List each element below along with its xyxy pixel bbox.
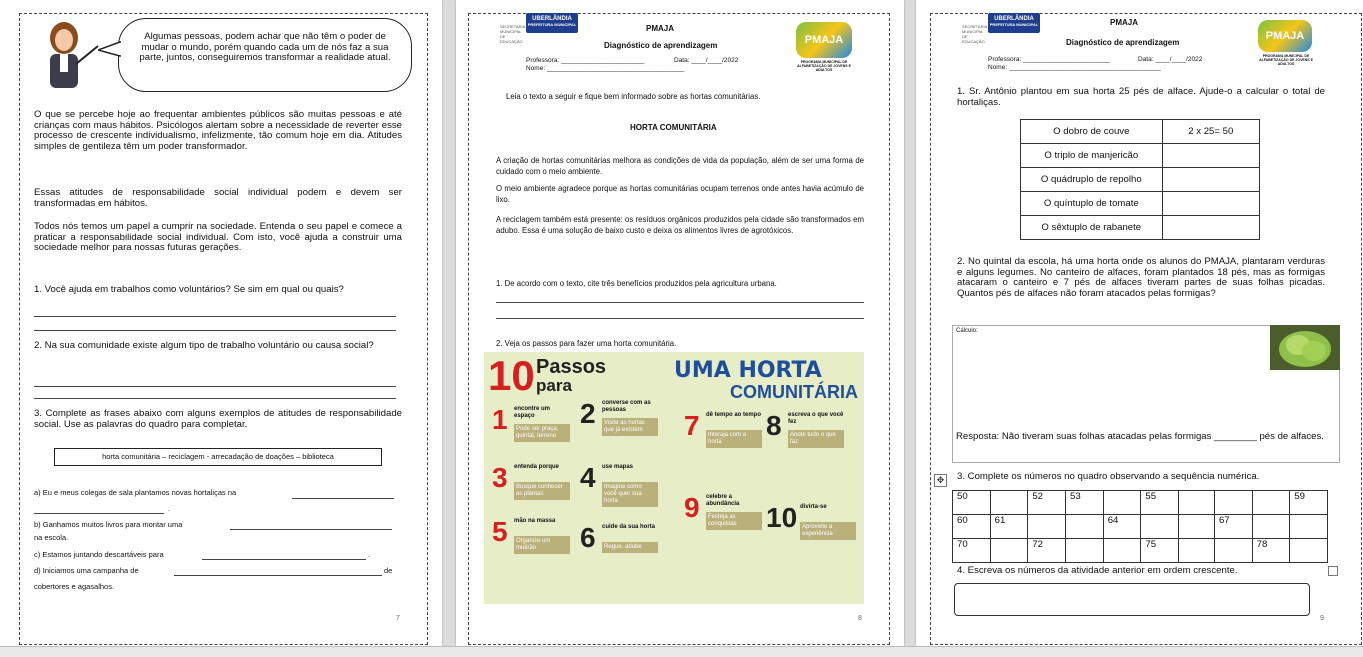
intro-text: Leia o texto a seguir e fique bem informado sobre as hortas comunitárias.	[506, 92, 761, 101]
teacher-field: Professora: ________________________	[988, 56, 1110, 63]
grid-cell: 59	[1290, 491, 1328, 515]
header-title: PMAJA	[1110, 18, 1139, 27]
page-9	[916, 0, 1363, 646]
poster-step	[492, 516, 578, 566]
question-1: 1. De acordo com o texto, cite três benefícios produzidos pela agricultura urbana.	[496, 279, 777, 288]
paragraph-3: Todos nós temos um papel a cumprir na sociedade. Entenda o seu papel e comece a praticar a responsabilidade social individual. Com isto, você ajuda a construir uma sociedade melhor para nossas futuras gerações.	[34, 221, 402, 253]
poster-step	[580, 398, 666, 448]
article-p2: O meio ambiente agradece porque as hortas comunitárias ocupam terrenos onde antes havia acúmulo de lixo.	[496, 184, 864, 204]
step-heading: cuide da sua horta	[602, 524, 656, 530]
grid-cell[interactable]	[1252, 515, 1290, 539]
table-row	[1021, 144, 1260, 168]
grid-cell[interactable]	[1103, 539, 1141, 563]
page-number: 7	[396, 615, 400, 622]
step-number: 9	[684, 492, 700, 523]
grid-cell[interactable]	[1214, 491, 1252, 515]
grid-cell[interactable]	[990, 539, 1028, 563]
step-number: 7	[684, 410, 700, 441]
header-subtitle: Diagnóstico de aprendizagem	[1066, 38, 1180, 47]
poster-step	[684, 410, 770, 460]
grid-cell: 52	[1028, 491, 1066, 515]
step-number: 2	[580, 398, 596, 429]
step-description: Festeja as conquistas	[706, 512, 762, 530]
status-bar	[0, 646, 1363, 657]
logo-text: UBERLÂNDIA	[532, 16, 572, 22]
teacher-label: Professora:	[988, 56, 1024, 63]
step-heading: entenda porque	[514, 464, 560, 470]
article-p3: A reciclagem também está presente: os resíduos orgânicos produzidos pela cidade são transformados em adubo. Essa é uma solução de baixo custo e deixa os alimentos livres de agrotóxicos.	[496, 215, 864, 235]
sentence-c-end: .	[368, 550, 371, 559]
poster-step	[766, 502, 852, 552]
sentence-a	[34, 488, 402, 497]
grid-cell: 61	[990, 515, 1028, 539]
step-description: Busque conhecer as plantas	[514, 482, 570, 500]
sentence-b: b) Ganhamos muitos livros para montar uma	[34, 520, 183, 529]
article-title: HORTA COMUNITÁRIA	[630, 123, 717, 132]
question-2: 2. Na sua comunidade existe algum tipo de trabalho voluntário ou causa social?	[34, 340, 374, 351]
poster-para: para	[536, 376, 572, 395]
grid-cell[interactable]	[1290, 515, 1328, 539]
step-description: Interaja com a horta	[706, 430, 762, 448]
row-label: O sêxtuplo de rabanete	[1021, 216, 1163, 240]
grid-cell: 55	[1141, 491, 1179, 515]
step-description: Regue, adube	[602, 542, 658, 553]
row-label: O quíntuplo de tomate	[1021, 192, 1163, 216]
answer-line[interactable]	[34, 330, 396, 331]
header-title: PMAJA	[646, 24, 675, 33]
row-label: O triplo de manjericão	[1021, 144, 1163, 168]
table-row	[1021, 120, 1260, 144]
education-label: SECRETARIA MUNICIPAL DE EDUCAÇÃO	[962, 24, 988, 44]
grid-cell[interactable]	[1103, 491, 1141, 515]
question-3: 3. Complete os números no quadro observando a sequência numérica.	[957, 471, 1260, 482]
answer-line[interactable]	[34, 398, 396, 399]
step-heading: dê tempo ao tempo	[706, 412, 762, 418]
name-field: Nome: __________________________________________	[988, 64, 1161, 71]
checkbox[interactable]	[1328, 566, 1338, 576]
row-answer[interactable]	[1162, 216, 1259, 240]
step-description: Anote tudo o que faz	[788, 430, 844, 448]
table-row	[1021, 216, 1260, 240]
step-description: Aproveite a experiência	[800, 522, 856, 540]
date-field[interactable]: Data: ____/____/2022	[1138, 56, 1203, 63]
grid-cell: 64	[1103, 515, 1141, 539]
page-number: 8	[858, 615, 862, 622]
teacher-illustration	[36, 16, 102, 92]
question-4: 4. Escreva os números da atividade anterior em ordem crescente.	[957, 565, 1238, 576]
garden-poster	[484, 352, 864, 604]
name-label: Nome:	[526, 65, 547, 72]
row-answer[interactable]	[1162, 168, 1259, 192]
step-heading: use mapas	[602, 464, 634, 470]
speech-text: Algumas pessoas, podem achar que não têm o poder de mudar o mundo, porém quando cada um de nós faz a sua parte, juntos, conseguiremos transformar a realidade atual.	[139, 31, 391, 63]
step-heading: escreva o que você fez	[788, 412, 844, 425]
uberlandia-logo	[526, 13, 578, 33]
pmaja-logo	[796, 22, 852, 58]
answer-line[interactable]	[34, 513, 164, 514]
question-1: 1. Você ajuda em trabalhos como voluntários? Se sim em qual ou quais?	[34, 284, 344, 295]
row-label: O dobro de couve	[1021, 120, 1163, 144]
grid-cell[interactable]	[1179, 539, 1215, 563]
pmaja-logo-text: PMAJA	[1265, 30, 1305, 42]
question-1: 1. Sr. Antônio plantou em sua horta 25 pés de alface. Ajude-o a calcular o total de hortaliças.	[957, 86, 1325, 108]
step-heading: celebre a abundância	[706, 494, 740, 507]
poster-step	[684, 492, 770, 542]
row-answer[interactable]	[1162, 192, 1259, 216]
poster-step	[492, 404, 578, 454]
answer-text: Resposta: Não tiveram suas folhas atacadas pelas formigas ________ pés de alfaces.	[956, 431, 1324, 442]
name-field: Nome: ______________________________________	[526, 65, 685, 72]
bubble-tail	[98, 40, 122, 60]
grid-cell[interactable]	[1028, 515, 1066, 539]
poster-step	[580, 522, 666, 572]
answer-line[interactable]	[496, 318, 864, 319]
sentence-d-end: de	[384, 566, 393, 575]
logo-text: UBERLÂNDIA	[994, 16, 1034, 22]
grid-row	[953, 539, 1328, 563]
pmaja-logo	[1258, 20, 1312, 52]
step-number: 1	[492, 404, 508, 435]
grid-cell: 70	[953, 539, 991, 563]
grid-cell[interactable]	[990, 491, 1028, 515]
lettuce-image	[1270, 325, 1340, 370]
row-answer[interactable]: 2 x 25= 50	[1162, 120, 1259, 144]
grid-cell[interactable]	[1290, 539, 1328, 563]
step-number: 8	[766, 410, 782, 441]
page-8	[456, 0, 904, 646]
pmaja-subtitle: PROGRAMA MUNICIPAL DE ALFABETIZAÇÃO DE JOVENS E ADULTOS	[797, 60, 851, 72]
grid-cell: 50	[953, 491, 991, 515]
table-row	[1021, 168, 1260, 192]
question-2: 2. No quintal da escola, há uma horta onde os alunos do PMAJA, plantaram verduras e alguns legumes. No canteiro de alfaces, foram plantados 18 pés, mas as formigas atacaram o canteiro e 7 pés de alfaces tiveram partes de suas folhas picadas. Quantos pés de alfaces não foram atacados pelas formigas?	[957, 256, 1325, 299]
sentence-c: c) Estamos juntando descartáveis para	[34, 550, 164, 559]
grid-row	[953, 491, 1328, 515]
step-description: Organize um mutirão	[514, 536, 570, 554]
sentence-d-2: cobertores e agasalhos.	[34, 582, 115, 591]
multiplication-table	[1020, 119, 1260, 240]
grid-cell: 72	[1028, 539, 1066, 563]
grid-cell[interactable]	[1066, 515, 1104, 539]
question-3: 3. Complete as frases abaixo com alguns exemplos de atitudes de responsabilidade social. Use as palavras do quadro para completar.	[34, 408, 402, 430]
grid-cell[interactable]	[1179, 491, 1215, 515]
row-label: O quádruplo de repolho	[1021, 168, 1163, 192]
poster-uma-horta: UMA HORTA	[674, 358, 822, 383]
uberlandia-logo	[988, 13, 1040, 33]
step-number: 10	[766, 502, 798, 533]
pmaja-subtitle: PROGRAMA MUNICIPAL DE ALFABETIZAÇÃO DE JOVENS E ADULTOS	[1259, 54, 1313, 66]
teacher-label: Professora:	[526, 57, 562, 64]
grid-row	[953, 515, 1328, 539]
poster-step	[580, 462, 666, 512]
step-number: 6	[580, 522, 596, 553]
logo-subtext: PREFEITURA MUNICIPAL	[527, 22, 577, 27]
poster-step	[492, 462, 578, 512]
question-2: 2. Veja os passos para fazer uma horta comunitária.	[496, 339, 677, 348]
paragraph-1: O que se percebe hoje ao frequentar ambientes públicos são muitas pessoas e até crianças com maus hábitos. Psicólogos alertam sobre a necessidade de reverter esse processo de crescente individualismo, infelizmente, tão comum hoje em dia. Atitudes simples de gentileza têm um poder transformador.	[34, 109, 402, 152]
step-heading: converse com as pessoas	[602, 400, 651, 413]
grid-cell: 53	[1066, 491, 1104, 515]
answer-box[interactable]	[954, 583, 1310, 616]
answer-line[interactable]	[202, 559, 366, 560]
header-subtitle: Diagnóstico de aprendizagem	[604, 41, 718, 50]
date-field[interactable]: Data: ____/____/2022	[674, 57, 739, 64]
poster-step	[766, 410, 852, 460]
number-grid	[952, 490, 1328, 563]
answer-line[interactable]	[230, 529, 392, 530]
sentence-a-text: a) Eu e meus colegas de sala plantamos novas hortaliças na	[34, 488, 237, 497]
poster-comunitaria: COMUNITÁRIA	[730, 382, 858, 402]
name-label: Nome:	[988, 64, 1009, 71]
grid-cell: 78	[1252, 539, 1290, 563]
grid-cell[interactable]	[1179, 515, 1215, 539]
step-heading: mão na massa	[514, 518, 556, 524]
move-handle[interactable]: ✥	[934, 474, 947, 487]
poster-big-10: 10	[488, 352, 535, 399]
step-number: 4	[580, 462, 596, 493]
answer-line[interactable]	[34, 316, 396, 317]
poster-passos: Passos	[536, 356, 607, 378]
grid-cell[interactable]	[1252, 491, 1290, 515]
grid-cell: 60	[953, 515, 991, 539]
answer-line[interactable]	[496, 302, 864, 303]
education-label: SECRETARIA MUNICIPAL DE EDUCAÇÃO	[500, 24, 526, 44]
step-description: Imagine como você quer sua horta	[602, 482, 658, 507]
calculation-label: Cálculo:	[956, 328, 978, 334]
answer-line[interactable]	[34, 386, 396, 387]
article-p1: A criação de hortas comunitárias melhora as condições de vida da população, além de ser uma forma de cuidado com o meio ambiente.	[496, 156, 864, 176]
logo-subtext: PREFEITURA MUNICIPAL	[989, 22, 1039, 27]
page-number: 9	[1320, 615, 1324, 622]
answer-line[interactable]	[174, 575, 382, 576]
step-description: Pode ser praça, quintal, terreno	[514, 424, 570, 442]
step-number: 3	[492, 462, 508, 493]
answer-line[interactable]	[292, 498, 394, 499]
paragraph-2: Essas atitudes de responsabilidade social individual podem e devem ser transformadas em hábitos.	[34, 187, 402, 209]
step-number: 5	[492, 516, 508, 547]
grid-cell[interactable]	[1141, 515, 1179, 539]
word-box: horta comunitária – reciclagem - arrecadação de doações – biblioteca	[54, 448, 382, 466]
sentence-a-end: .	[168, 504, 171, 513]
sentence-b-2: na escola.	[34, 533, 69, 542]
teacher-field: Professora: _______________________	[526, 57, 645, 64]
page-7	[0, 0, 442, 646]
pmaja-logo-text: PMAJA	[804, 34, 844, 46]
table-row	[1021, 192, 1260, 216]
step-heading: encontre um espaço	[514, 406, 551, 419]
grid-cell: 75	[1141, 539, 1179, 563]
step-description: Visite as hortas que já existem	[602, 418, 658, 436]
step-heading: divirta-se	[800, 504, 827, 510]
grid-cell[interactable]	[1214, 539, 1252, 563]
grid-cell[interactable]	[1066, 539, 1104, 563]
row-answer[interactable]	[1162, 144, 1259, 168]
sentence-d: d) Iniciamos uma campanha de	[34, 566, 139, 575]
grid-cell: 67	[1214, 515, 1252, 539]
